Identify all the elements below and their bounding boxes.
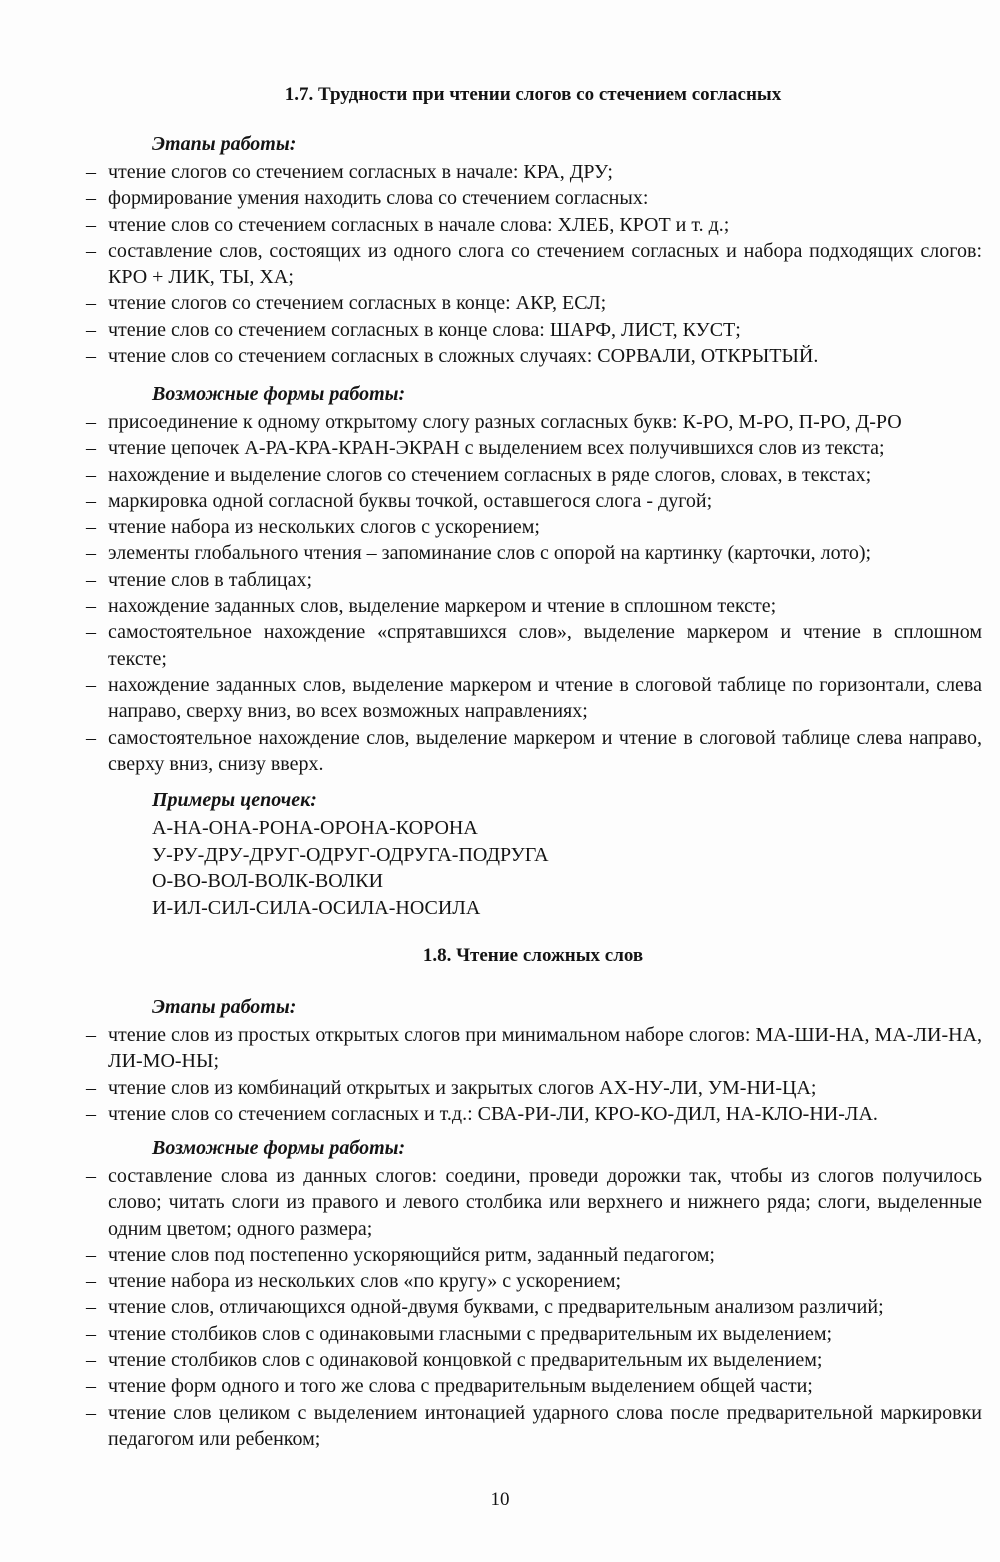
forms-list xyxy=(84,409,982,777)
stages-list xyxy=(84,159,982,369)
list-item: – нахождение заданных слов, выделение маркером и чтение в сплошном тексте; xyxy=(84,593,982,619)
examples-heading: Примеры цепочек: xyxy=(152,789,317,811)
list-item: – составление слов, состоящих из одного слога со стечением согласных и набора подходящих слогов: КРО + ЛИК, ТЫ, ХА; xyxy=(84,238,982,291)
stages-heading: Этапы работы: xyxy=(152,996,297,1018)
stages-heading: Этапы работы: xyxy=(152,133,297,155)
example-chain: А-НА-ОНА-РОНА-ОРОНА-КОРОНА xyxy=(152,817,478,839)
example-chain: О-ВО-ВОЛ-ВОЛК-ВОЛКИ xyxy=(152,870,384,892)
list-item: – чтение столбиков слов с одинаковой концовкой с предварительным их выделением; xyxy=(84,1347,982,1373)
list-item: – нахождение заданных слов, выделение маркером и чтение в слоговой таблице по горизонтали, слева направо, сверху вниз, во всех возможных направлениях; xyxy=(84,672,982,725)
list-item: – чтение столбиков слов с одинаковыми гласными с предварительным их выделением; xyxy=(84,1321,982,1347)
section-1-7-forms xyxy=(84,379,982,777)
list-item: – чтение слов под постепенно ускоряющийся ритм, заданный педагогом; xyxy=(84,1242,982,1268)
forms-list xyxy=(84,1163,982,1452)
list-item: – чтение слогов со стечением согласных в начале: КРА, ДРУ; xyxy=(84,159,982,185)
section-1-7-examples xyxy=(152,785,1000,921)
example-chain: И-ИЛ-СИЛ-СИЛА-ОСИЛА-НОСИЛА xyxy=(152,896,481,919)
section-1-7-stages xyxy=(84,129,982,369)
list-item: – чтение набора из нескольких слогов с ускорением; xyxy=(84,514,982,540)
list-item: – чтение слов из простых открытых слогов при минимальном наборе слогов: МА-ШИ-НА, МА-ЛИ-НА, ЛИ-МО-НЫ; xyxy=(84,1022,982,1075)
list-item: – чтение слов целиком с выделением интонацией ударного слова после предварительной маркировки педагогом или ребенком; xyxy=(84,1400,982,1453)
forms-heading: Возможные формы работы: xyxy=(152,383,406,405)
stages-list xyxy=(84,1022,982,1127)
list-item: – чтение слов из комбинаций открытых и закрытых слогов АХ-НУ-ЛИ, УМ-НИ-ЦА; xyxy=(84,1075,982,1101)
list-item: – самостоятельное нахождение «спрятавшихся слов», выделение маркером и чтение в сплошном тексте; xyxy=(84,619,982,672)
list-item: – чтение слов со стечением согласных в сложных случаях: СОРВАЛИ, ОТКРЫТЫЙ. xyxy=(84,343,982,369)
list-item: – формирование умения находить слова со стечением согласных: xyxy=(84,185,982,211)
list-item: – чтение набора из нескольких слов «по кругу» с ускорением; xyxy=(84,1268,982,1294)
list-item: – элементы глобального чтения – запоминание слов с опорой на картинку (карточки, лото); xyxy=(84,540,982,566)
section-1-7-title: 1.7. Трудности при чтении слогов со стечением согласных xyxy=(284,84,782,105)
list-item: – чтение слов со стечением согласных и т.д.: СВА-РИ-ЛИ, КРО-КО-ДИЛ, НА-КЛО-НИ-ЛА. xyxy=(84,1101,982,1127)
forms-heading: Возможные формы работы: xyxy=(152,1137,406,1159)
list-item: – чтение слов со стечением согласных в конце слова: ШАРФ, ЛИСТ, КУСТ; xyxy=(84,317,982,343)
list-item: – маркировка одной согласной буквы точкой, оставшегося слога - дугой; xyxy=(84,488,982,514)
page-number: 10 xyxy=(490,1489,510,1510)
section-1-8-forms xyxy=(84,1133,982,1452)
section-1-8-title: 1.8. Чтение сложных слов xyxy=(422,945,644,966)
list-item: – чтение слов со стечением согласных в начале слова: ХЛЕБ, КРОТ и т. д.; xyxy=(84,212,982,238)
list-item: – нахождение и выделение слогов со стечением согласных в ряде слогов, словах, в текстах; xyxy=(84,462,982,488)
list-item: – чтение слов в таблицах; xyxy=(84,567,982,593)
list-item: – составление слова из данных слогов: соедини, проведи дорожки так, чтобы из слогов получилось слово; читать слоги из правого и левого столбика или верхнего и нижнего ряда; слоги, выделенные одним цветом; одного размера; xyxy=(84,1163,982,1242)
list-item: – чтение форм одного и того же слова с предварительным выделением общей части; xyxy=(84,1373,982,1399)
section-1-8-stages xyxy=(84,992,982,1127)
list-item: – самостоятельное нахождение слов, выделение маркером и чтение в слоговой таблице слева направо, сверху вниз, снизу вверх. xyxy=(84,725,982,778)
list-item: – чтение слов, отличающихся одной-двумя буквами, с предварительным анализом различий; xyxy=(84,1294,982,1320)
example-chain: У-РУ-ДРУ-ДРУГ-ОДРУГ-ОДРУГА-ПОДРУГА xyxy=(152,843,549,866)
list-item: – чтение цепочек А-РА-КРА-КРАН-ЭКРАН с выделением всех получившихся слов из текста; xyxy=(84,435,982,461)
list-item: – чтение слогов со стечением согласных в конце: АКР, ЕСЛ; xyxy=(84,290,982,316)
list-item: – присоединение к одному открытому слогу разных согласных букв: К-РО, М-РО, П-РО, Д-РО xyxy=(84,409,982,435)
